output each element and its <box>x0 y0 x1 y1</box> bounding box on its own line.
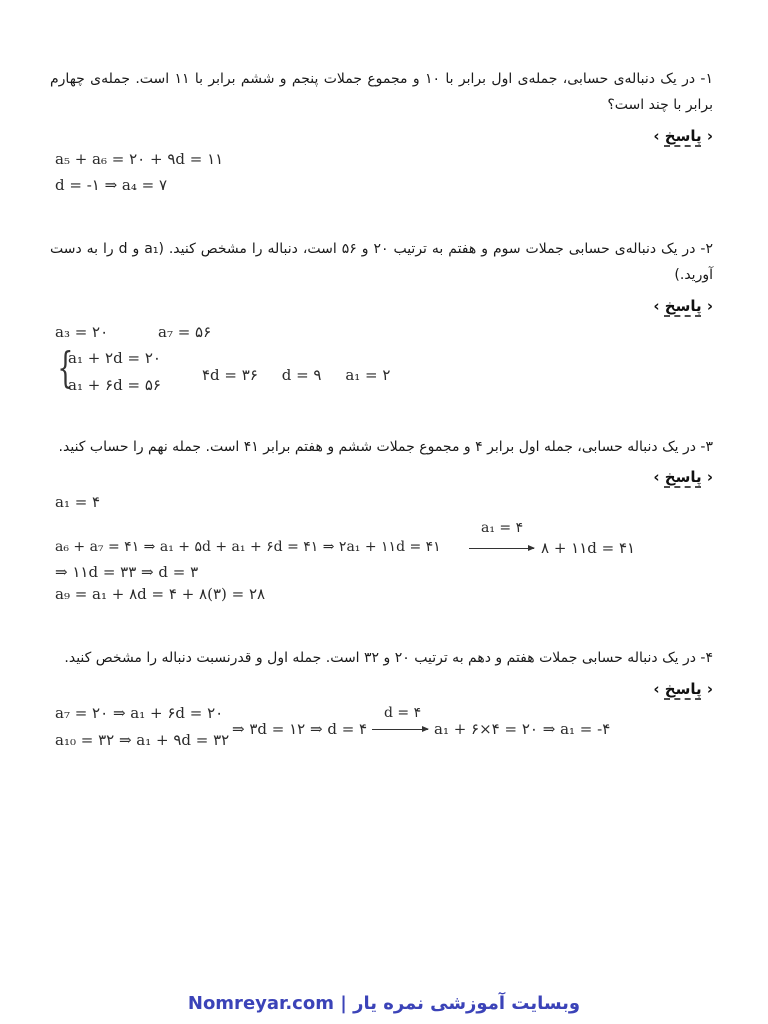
question-2-text: ۲- در یک دنباله‌ی حسابی جملات سوم و هفتم به ترتیب ۲۰ و ۵۶ است، دنباله را مشخص کنید. (a₁ و d را به دست آورید.) <box>50 241 713 283</box>
q1-line-1: a₅ + a₆ = ۲۰ + ۹d = ۱۱ <box>55 150 224 168</box>
answer-label: پاسخ <box>664 680 702 698</box>
q2-system-eq-2: a₁ + ۶d = ۵۶ <box>68 376 161 394</box>
q4-arrow <box>372 729 428 730</box>
q3-line-1: a₁ = ۴ <box>55 493 101 511</box>
q3-line-2-end: ۸ + ۱۱d = ۴۱ <box>541 539 636 557</box>
question-3-text: ۳- در یک دنباله حسابی، جمله اول برابر ۴ و مجموع جملات ششم و هفتم برابر ۴۱ است. جمله نهم را حساب کنید. <box>58 439 713 455</box>
answer-label: پاسخ <box>664 297 702 315</box>
answer-label: پاسخ <box>664 127 702 145</box>
answer-heading-3: ‹ پاسخ › <box>653 468 713 486</box>
q3-arrow-label: a₁ = ۴ <box>481 520 524 536</box>
answer-heading-2: ‹ پاسخ › <box>653 297 713 315</box>
answer-heading-4: ‹ پاسخ › <box>653 680 713 698</box>
q4-end: a₁ + ۶×۴ = ۲۰ ⇒ a₁ = -۴ <box>434 720 611 738</box>
footer-website[interactable]: Nomreyar.com | وبسایت آموزشی نمره یار <box>187 993 581 1014</box>
question-4-text: ۴- در یک دنباله حسابی جملات هفتم و دهم به ترتیب ۲۰ و ۳۲ است. جمله اول و قدرنسبت دنباله را مشخص کنید. <box>64 650 713 666</box>
q2-a3: a₃ = ۲۰ <box>55 323 109 341</box>
q4-mid: ⇒ ۳d = ۱۲ ⇒ d = ۴ <box>232 720 368 738</box>
q2-system-eq-1: a₁ + ۲d = ۲۰ <box>68 349 161 367</box>
q1-line-2: d = -۱ ⇒ a₄ = ۷ <box>55 176 168 194</box>
system-brace: { <box>57 343 74 392</box>
q2-result: ۴d = ۳۶ d = ۹ a₁ = ۲ <box>202 366 391 384</box>
q2-a7: a₇ = ۵۶ <box>158 323 212 341</box>
q3-line-4: a₉ = a₁ + ۸d = ۴ + ۸(۳) = ۲۸ <box>55 585 266 603</box>
q3-line-2: a₆ + a₇ = ۴۱ ⇒ a₁ + ۵d + a₁ + ۶d = ۴۱ ⇒ ۲a₁ + ۱۱d = ۴۱ <box>55 539 441 555</box>
q4-line-2: a₁₀ = ۳۲ ⇒ a₁ + ۹d = ۳۲ <box>55 731 230 749</box>
q3-arrow <box>469 548 534 549</box>
q4-line-1: a₇ = ۲۰ ⇒ a₁ + ۶d = ۲۰ <box>55 704 224 722</box>
answer-label: پاسخ <box>664 468 702 486</box>
question-1-text: ۱- در یک دنباله‌ی حسابی، جمله‌ی اول برابر با ۱۰ و مجموع جملات پنجم و ششم برابر با ۱۱ است. جمله‌ی چهارم برابر با چند است؟ <box>50 71 713 113</box>
q4-arrow-label: d = ۴ <box>384 705 422 721</box>
q3-line-3: ⇒ ۱۱d = ۳۳ ⇒ d = ۳ <box>55 563 199 581</box>
answer-heading-1: ‹ پاسخ › <box>653 127 713 145</box>
